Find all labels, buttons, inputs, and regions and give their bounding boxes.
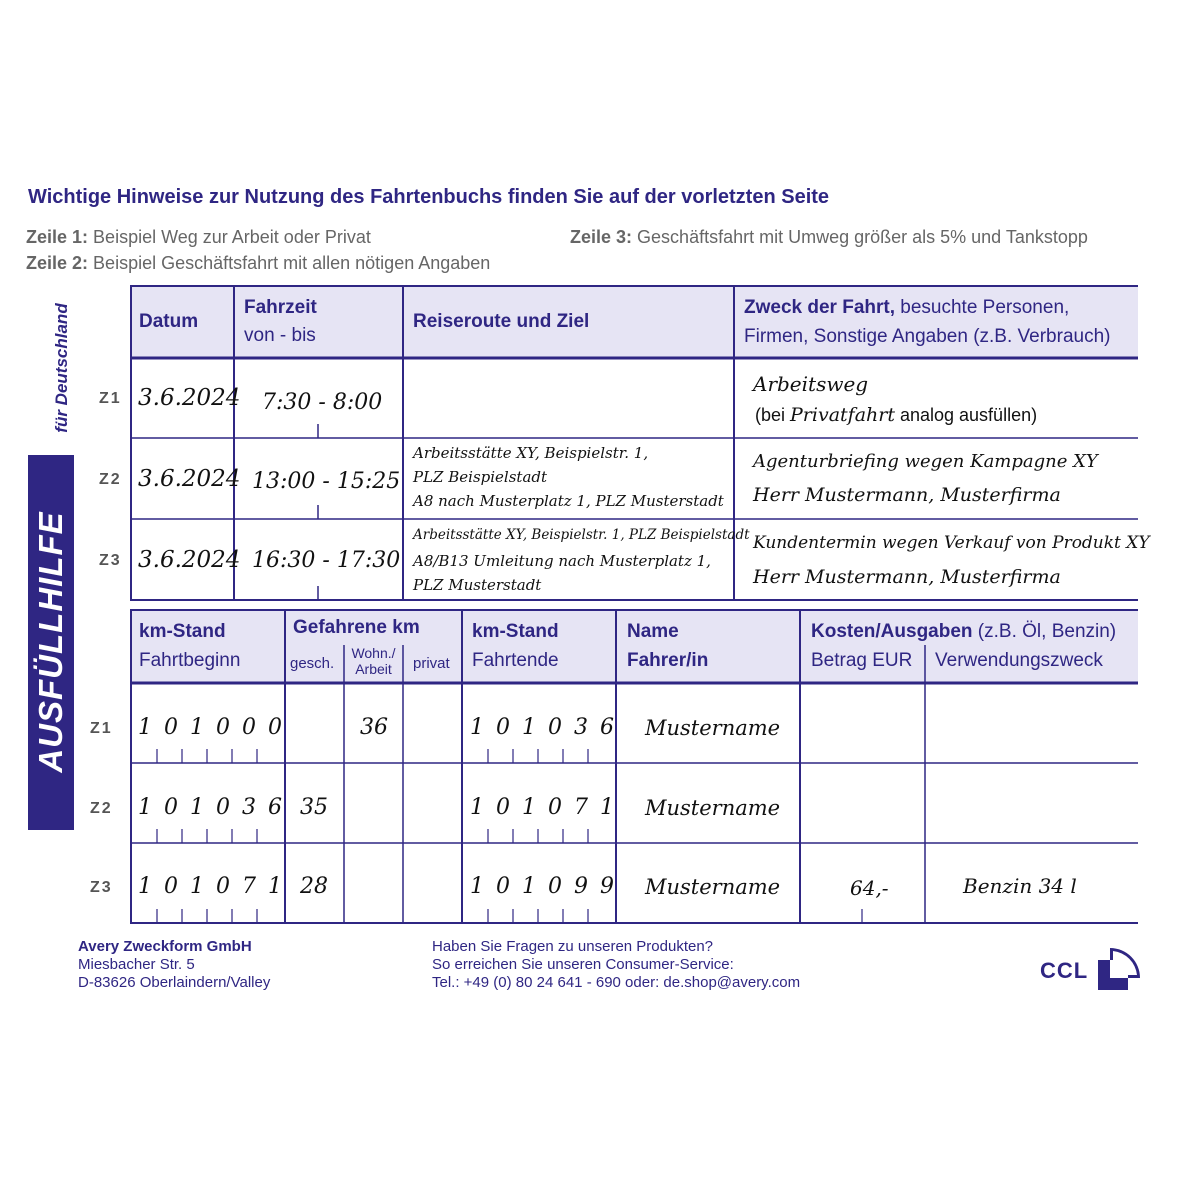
row-label-z3: Z3 (99, 552, 122, 569)
row1-zeit: 7:30 - 8:00 (262, 390, 383, 415)
row-label-km-z3: Z3 (90, 879, 113, 896)
km-row3-name: Mustername (645, 875, 781, 899)
km-row1-wohn: 36 (360, 715, 388, 740)
km-row3-gesch: 28 (300, 874, 328, 899)
header-privat: privat (413, 655, 450, 672)
row3-datum: 3.6.2024 (138, 547, 241, 573)
footer-service (432, 938, 800, 992)
km-row1-start: 101000 (138, 715, 294, 740)
header-wohn-arbeit (344, 645, 403, 677)
row2-zweck2: Herr Mustermann, Musterfirma (753, 484, 1061, 506)
header-datum: Datum (139, 311, 199, 332)
header-km-end-sub: Fahrtende (472, 650, 559, 671)
ccl-logo-text: CCL (1040, 958, 1089, 983)
header-km-end: km-Stand (472, 621, 559, 642)
km-row2-start: 101036 (138, 795, 294, 820)
header-name: Name (627, 621, 679, 642)
row1-zweck2-post: analog ausfüllen) (894, 405, 1038, 425)
header-gefahren: Gefahrene km (293, 617, 420, 638)
row1-zweck2 (755, 404, 1037, 426)
km-row2-name: Mustername (645, 796, 781, 820)
footer-city: D-83626 Oberlaindern/Valley (78, 974, 271, 991)
footer-company: Avery Zweckform GmbH (78, 938, 252, 955)
row-label-km-z2: Z2 (90, 800, 113, 817)
header-zweck (744, 297, 1069, 319)
km-row3-betrag: 64,- (850, 876, 889, 900)
footer-q1: Haben Sie Fragen zu unseren Produkten? (432, 938, 714, 955)
row1-zweck2-pre: (bei (755, 405, 791, 425)
row1-zweck2-hw: Privatfahrt (790, 404, 895, 426)
km-row3-end: 101099 (470, 874, 626, 899)
row1-datum: 3.6.2024 (138, 385, 241, 411)
footer-q3[interactable]: Tel.: +49 (0) 80 24 641 - 690 oder: de.shop@avery.com (432, 974, 801, 991)
hint-1-label: Zeile 1: (26, 227, 89, 247)
row2-zeit: 13:00 - 15:25 (252, 469, 401, 494)
hint-2-text: Beispiel Geschäftsfahrt mit allen nötigen Angaben (93, 253, 491, 273)
header-km-start: km-Stand (139, 621, 226, 642)
header-betrag: Betrag EUR (811, 650, 913, 671)
row-label-z1: Z1 (99, 390, 122, 407)
row2-route3: A8 nach Musterplatz 1, PLZ Musterstadt (413, 492, 724, 510)
row3-zeit: 16:30 - 17:30 (252, 548, 401, 573)
header-arbeit: Arbeit (355, 661, 392, 677)
header-wohn: Wohn./ (351, 645, 396, 661)
header-zweck-rest: besuchte Personen, (895, 297, 1070, 318)
km-row2-gesch: 35 (300, 795, 328, 820)
row1-zweck1: Arbeitsweg (753, 372, 869, 396)
hint-3-text: Geschäftsfahrt mit Umweg größer als 5% und Tankstopp (637, 227, 1088, 247)
header-name-sub: Fahrer/in (627, 650, 709, 671)
ccl-logo-icon (1096, 946, 1142, 992)
header-fahrzeit-sub: von - bis (244, 325, 316, 346)
footer-q2: So erreichen Sie unseren Consumer-Service: (432, 956, 734, 973)
header-zweck-bold: Zweck der Fahrt, (744, 297, 895, 318)
side-title: AUSFÜLLHILFE (32, 511, 69, 773)
row-label-km-z1: Z1 (90, 720, 113, 737)
row2-zweck1: Agenturbriefing wegen Kampagne XY (753, 451, 1098, 472)
header-kosten (811, 621, 1116, 643)
row3-route2: A8/B13 Umleitung nach Musterplatz 1, (413, 552, 711, 570)
header-fahrzeit: Fahrzeit (244, 297, 317, 318)
row2-route1: Arbeitsstätte XY, Beispielstr. 1, (413, 444, 649, 462)
km-row3-start: 101071 (138, 874, 294, 899)
row3-route3: PLZ Musterstadt (413, 576, 542, 594)
header-zweck-line2: Firmen, Sonstige Angaben (z.B. Verbrauch) (744, 326, 1111, 347)
row2-datum: 3.6.2024 (138, 466, 241, 492)
header-gesch: gesch. (290, 655, 335, 672)
row3-zweck2: Herr Mustermann, Musterfirma (753, 566, 1061, 588)
km-row2-end: 101071 (470, 795, 626, 820)
side-subtitle: für Deutschland (52, 303, 71, 433)
page-headline: Wichtige Hinweise zur Nutzung des Fahrtenbuchs finden Sie auf der vorletzten Seite (28, 186, 830, 208)
hint-3-label: Zeile 3: (570, 227, 633, 247)
hint-1-text: Beispiel Weg zur Arbeit oder Privat (93, 227, 371, 247)
row-label-z2: Z2 (99, 471, 122, 488)
km-row1-name: Mustername (645, 716, 781, 740)
row3-route1: Arbeitsstätte XY, Beispielstr. 1, PLZ Beispielstadt (413, 527, 750, 543)
header-route: Reiseroute und Ziel (413, 311, 590, 332)
header-kosten-bold: Kosten/Ausgaben (811, 621, 973, 642)
footer-street: Miesbacher Str. 5 (78, 956, 195, 973)
km-row1-end: 101036 (470, 715, 626, 740)
km-row3-verwendung: Benzin 34 l (963, 874, 1077, 898)
header-km-start-sub: Fahrtbeginn (139, 650, 241, 671)
header-verwendung: Verwendungszweck (935, 650, 1103, 671)
footer-address (78, 938, 270, 992)
row2-route2: PLZ Beispielstadt (413, 468, 548, 486)
row3-zweck1: Kundentermin wegen Verkauf von Produkt XY (753, 533, 1150, 553)
hint-2-label: Zeile 2: (26, 253, 89, 273)
header-kosten-rest: (z.B. Öl, Benzin) (972, 621, 1117, 642)
